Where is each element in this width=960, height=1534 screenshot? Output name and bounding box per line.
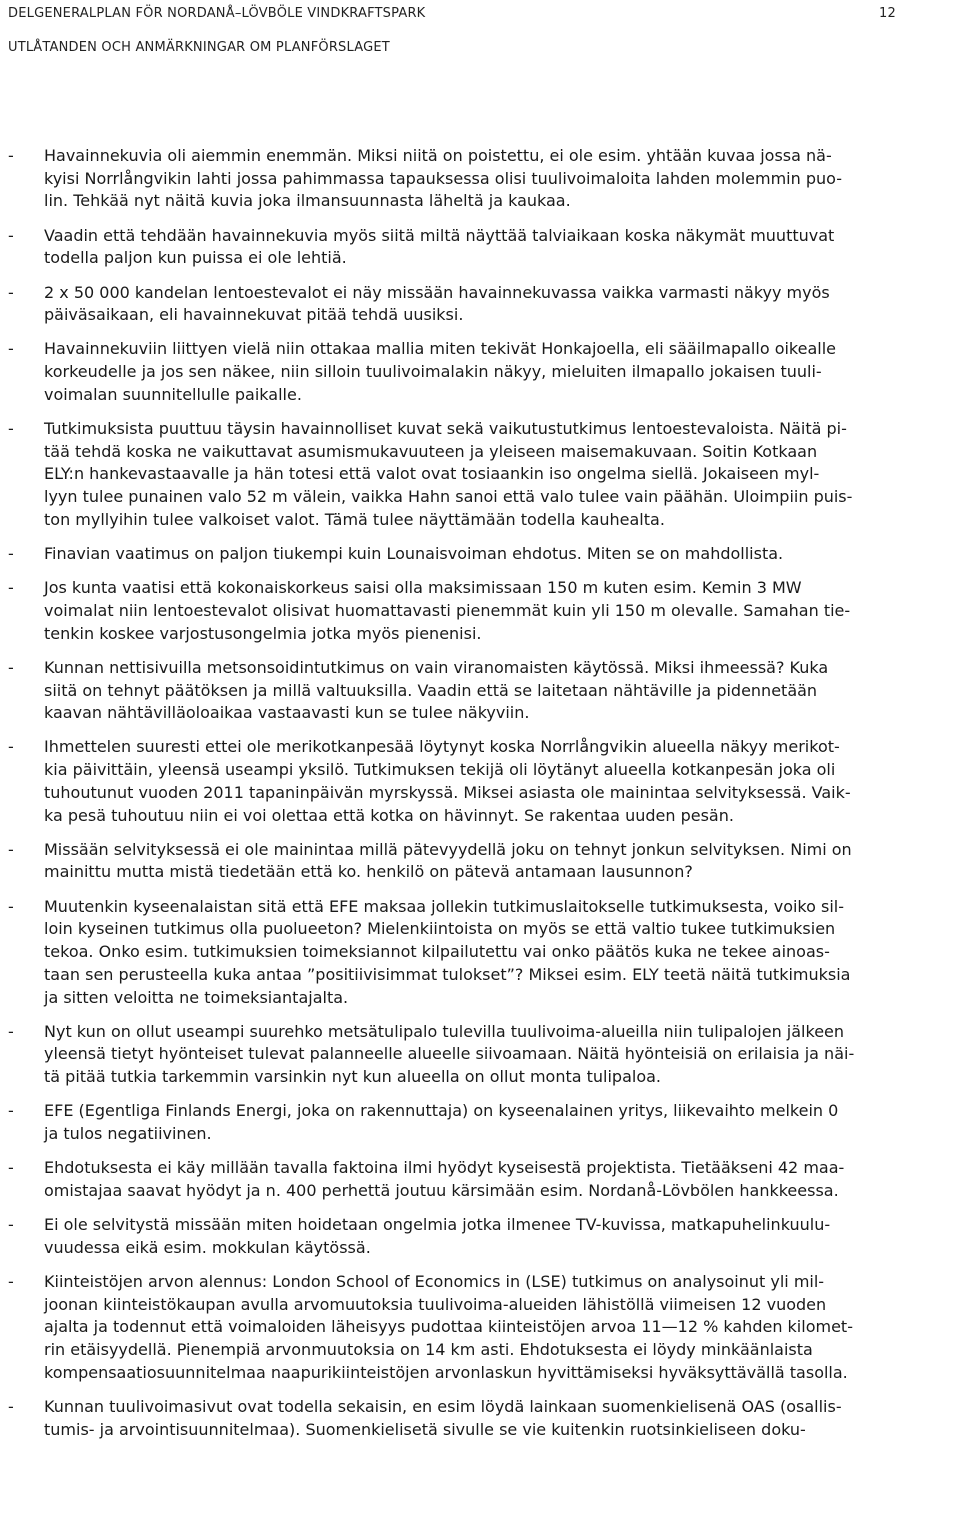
- list-item-text: Kunnan tuulivoimasivut ovat todella sekaisin, en esim löydä lainkaan suomenkielisenä OAS (osallis- tumis- ja arvointisuunnitelmaa). Suomenkielisetä sivulle se vie kuitenkin ruotsinkieliseen doku-: [44, 1397, 842, 1439]
- document-title: DELGENERALPLAN FÖR NORDANÅ–LÖVBÖLE VINDKRAFTSPARK: [8, 6, 426, 21]
- list-item: [8, 896, 952, 1010]
- list-item-text: Jos kunta vaatisi että kokonaiskorkeus saisi olla maksimissaan 150 m kuten esim. Kemin 3 MW voimalat niin lentoestevalot olisivat huomattavasti pienemmät kuin yli 150 m olevalle. Samahan tie- tenkin koskee varjostusongelmia jotka myös pienenisi.: [44, 578, 851, 643]
- list-item: [8, 1100, 952, 1145]
- bullet-marker: -: [8, 1158, 14, 1178]
- page-header: [8, 6, 898, 55]
- bullet-marker: -: [8, 657, 14, 677]
- list-item-text: Tutkimuksista puuttuu täysin havainnolliset kuvat sekä vaikutustutkimus lentoestevaloista. Näitä pi- tää tehdä koska ne vaikuttavat asumismukavuuteen ja yleiseen maisemakuvaan. Soitin Kotkaan ELY:n hankevastaavalle ja hän totesi että valot ovat tosiaankin iso ongelma siellä. Jokaiseen myl- lyyn tulee punainen valo 52 m välein, vaikka Hahn sanoi että valo tulee vain päähän. Uloimpiin puis- ton myllyihin tulee valkoiset valot. Tämä tulee näyttämään todella kauhealta.: [44, 419, 853, 529]
- bullet-marker: -: [8, 544, 14, 564]
- list-item: [8, 577, 952, 645]
- list-item-text: Kiinteistöjen arvon alennus: London School of Economics in (LSE) tutkimus on analysoinut yli mil- joonan kiinteistökaupan avulla arvomuutoksia tuulivoima-alueiden lähistöllä viimeisen 12 vuoden ajalta ja todennut että voimaloiden läheisyys pudottaa kiinteistöjen arvoa 11—12 % kahden kilomet- rin etäisyydellä. Pienempiä arvonmuutoksia on 14 km asti. Ehdotuksesta ei löydy minkäänlaista kompensaatiosuunnitelmaa naapurikiinteistöjen arvonlaskun hyvittämiseksi hyväksyttävällä tasolla.: [44, 1272, 853, 1382]
- list-item-text: Ei ole selvitystä missään miten hoidetaan ongelmia jotka ilmenee TV-kuvissa, matkapuhelinkuulu- vuudessa eikä esim. mokkulan käytössä.: [44, 1215, 831, 1257]
- bullet-marker: -: [8, 1021, 14, 1041]
- list-item: [8, 1021, 952, 1089]
- list-item: [8, 338, 952, 406]
- list-item-text: Ehdotuksesta ei käy millään tavalla faktoina ilmi hyödyt kyseisestä projektista. Tietääkseni 42 maa- omistajaa saavat hyödyt ja n. 400 perhettä joutuu kärsimään esim. Nordanå-Lövbölen hankkeessa.: [44, 1158, 845, 1200]
- bullet-marker: -: [8, 1397, 14, 1417]
- list-item-text: Finavian vaatimus on paljon tiukempi kuin Lounaisvoiman ehdotus. Miten se on mahdollista.: [44, 544, 784, 564]
- bullet-marker: -: [8, 839, 14, 859]
- bullet-marker: -: [8, 419, 14, 439]
- list-item: [8, 1271, 952, 1385]
- bullet-marker: -: [8, 737, 14, 757]
- list-item-text: Havainnekuvia oli aiemmin enemmän. Miksi niitä on poistettu, ei ole esim. yhtään kuvaa jossa nä- kyisi Norrlångvikin lahti jossa pahimmassa tapauksessa olisi tuulivoimaloita lahden molemmin puo- lin. Tehkää nyt näitä kuvia joka ilmansuunnasta läheltä ja kaukaa.: [44, 146, 842, 211]
- list-item: [8, 418, 952, 532]
- bullet-marker: -: [8, 1272, 14, 1292]
- bullet-marker: -: [8, 339, 14, 359]
- list-item-text: EFE (Egentliga Finlands Energi, joka on rakennuttaja) on kyseenalainen yritys, liikevaihto melkein 0 ja tulos negatiivinen.: [44, 1101, 839, 1144]
- list-item: [8, 657, 952, 725]
- header-subtitle-row: [8, 40, 898, 55]
- comment-list: [8, 145, 952, 1453]
- bullet-marker: -: [8, 282, 14, 302]
- list-item-text: Havainnekuviin liittyen vielä niin ottakaa mallia miten tekivät Honkajoella, eli sääilmapallo oikealle korkeudelle ja jos sen näkee, niin silloin tuulivoimalakin näkyy, mieluiten ilmapallo jokaisen tuuli- voimalan suunnitellulle paikalle.: [44, 339, 837, 404]
- list-item: [8, 1396, 952, 1441]
- bullet-marker: -: [8, 578, 14, 598]
- list-item-text: Vaadin että tehdään havainnekuvia myös siitä miltä näyttää talviaikaan koska näkymät muuttuvat todella paljon kun puissa ei ole lehtiä.: [44, 225, 835, 268]
- bullet-marker: -: [8, 1101, 14, 1121]
- list-item: [8, 225, 952, 270]
- list-item-text: Missään selvityksessä ei ole mainintaa millä pätevyydellä joku on tehnyt jonkun selvityksen. Nimi on mainittu mutta mistä tiedetään että ko. henkilö on pätevä antamaan lausunnon?: [44, 839, 852, 882]
- page-number: 12: [879, 6, 896, 21]
- bullet-marker: -: [8, 146, 14, 165]
- list-item: [8, 543, 952, 566]
- list-item: [8, 736, 952, 827]
- list-item: [8, 1214, 952, 1259]
- bullet-marker: -: [8, 225, 14, 245]
- list-item-text: Nyt kun on ollut useampi suurehko metsätulipalo tulevilla tuulivoima-alueilla niin tulipalojen jälkeen yleensä tietyt hyönteiset tulevat palanneelle alueelle siivoamaan. Näitä hyönteisiä on erilaisia ja näi- tä pitää tutkia tarkemmin varsinkin nyt kun alueella on ollut monta tulipaloa.: [44, 1021, 855, 1087]
- list-item: [8, 1157, 952, 1202]
- list-item: [8, 282, 952, 327]
- list-item-text: Kunnan nettisivuilla metsonsoidintutkimus on vain viranomaisten käytössä. Miksi ihmeessä? Kuka siitä on tehnyt päätöksen ja millä valtuuksilla. Vaadin että se laitetaan nähtäville ja pidennetään kaavan nähtävilläoloaikaa vastaavasti kun se tulee näkyviin.: [44, 657, 829, 723]
- bullet-marker: -: [8, 896, 14, 916]
- list-item-text: 2 x 50 000 kandelan lentoestevalot ei näy missään havainnekuvassa vaikka varmasti näkyy myös päiväsaikaan, eli havainnekuvat pitää tehdä uusiksi.: [44, 282, 830, 325]
- document-subtitle: UTLÅTANDEN OCH ANMÄRKNINGAR OM PLANFÖRSLAGET: [8, 40, 390, 55]
- list-item-text: Ihmettelen suuresti ettei ole merikotkanpesää löytynyt koska Norrlångvikin alueella näkyy merikot- kia päivittäin, yleensä useampi yksilö. Tutkimuksen tekijä oli löytänyt alueella kotkanpesän joka oli tuhoutunut vuoden 2011 tapaninpäivän myrskyssä. Miksei asiasta ole mainintaa selvityksessä. Vaik- ka pesä tuhoutuu niin ei voi olettaa että kotka on hävinnyt. Se rakentaa uuden pesän.: [44, 737, 851, 825]
- list-item-text: Muutenkin kyseenalaistan sitä että EFE maksaa jollekin tutkimuslaitokselle tutkimuksesta, voiko sil- loin kyseinen tutkimus olla puolueeton? Mielenkiintoista on myös se että valtio tukee tutkimuksien tekoa. Onko esim. tutkimuksien toimeksiannot kilpailutettu vai onko päätös kuka ne tekee ainoas- taan sen perusteella kuka antaa ”positiivisimmat tulokset”? Miksei esim. ELY teetä näitä tutkimuksia ja sitten veloitta ne toimeksiantajalta.: [44, 896, 851, 1007]
- header-title-row: [8, 6, 898, 21]
- list-item: [8, 839, 952, 884]
- bullet-marker: -: [8, 1215, 14, 1235]
- list-item: [8, 145, 952, 213]
